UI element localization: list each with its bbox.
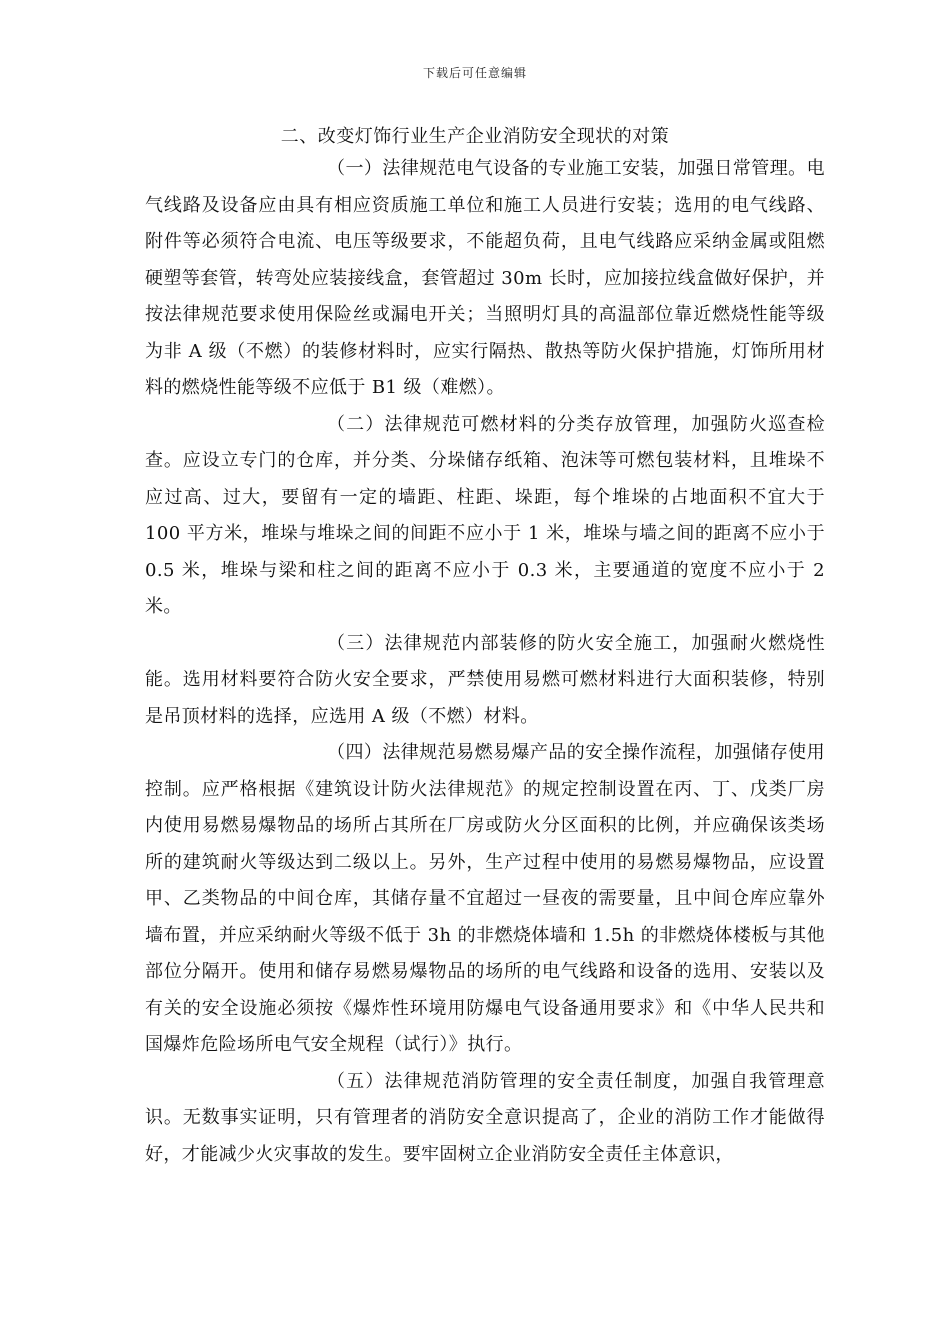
document-body [145,151,825,1173]
paragraph-3: （三）法律规范内部装修的防火安全施工，加强耐火燃烧性能。选用材料要符合防火安全要求，严禁使用易燃可燃材料进行大面积装修，特别是吊顶材料的选择，应选用 A 级（不燃）材料。 [145,632,825,727]
page-header: 下载后可任意编辑 [422,66,527,80]
paragraph-4: （四）法律规范易燃易爆产品的安全操作流程，加强储存使用控制。应严格根据《建筑设计防火法律规范》的规定控制设置在丙、丁、戊类厂房内使用易燃易爆物品的场所占其所在厂房或防火分区面积的比例，并应确保该类场所的建筑耐火等级达到二级以上。另外，生产过程中使用的易燃易爆物品，应设置甲、乙类物品的中间仓库，其储存量不宜超过一昼夜的需要量，且中间仓库应靠外墙布置，并应采纳耐火等级不低于 3h 的非燃烧体墙和 1.5h 的非燃烧体楼板与其他部位分隔开。使用和储存易燃易爆物品的场所的电气线路和设备的选用、安装以及有关的安全设施必须按《爆炸性环境用防爆电气设备通用要求》和《中华人民共和国爆炸危险场所电气安全规程（试行）》执行。 [145,742,825,1055]
document-title: 二、改变灯饰行业生产企业消防安全现状的对策 [280,126,670,147]
paragraph-2: （二）法律规范可燃材料的分类存放管理，加强防火巡查检查。应设立专门的仓库，并分类、分垛储存纸箱、泡沫等可燃包装材料，且堆垛不应过高、过大，要留有一定的墙距、柱距、垛距，每个堆垛的占地面积不宜大于 100 平方米，堆垛与堆垛之间的间距不应小于 1 米，堆垛与墙之间的距离不应小于 0.5 米，堆垛与梁和柱之间的距离不应小于 0.3 米，主要通道的宽度不应小于 2 米。 [145,413,825,617]
paragraph-5: （五）法律规范消防管理的安全责任制度，加强自我管理意识。无数事实证明，只有管理者的消防安全意识提高了，企业的消防工作才能做得好，才能减少火灾事故的发生。要牢固树立企业消防安全责任主体意识， [145,1070,825,1165]
paragraph-1: （一）法律规范电气设备的专业施工安装，加强日常管理。电气线路及设备应由具有相应资质施工单位和施工人员进行安装；选用的电气线路、附件等必须符合电流、电压等级要求，不能超负荷，且电气线路应采纳金属或阻燃硬塑等套管，转弯处应装接线盒，套管超过 30m 长时，应加接拉线盒做好保护，并按法律规范要求使用保险丝或漏电开关；当照明灯具的高温部位靠近燃烧性能等级为非 A 级（不燃）的装修材料时，应实行隔热、散热等防火保护措施，灯饰所用材料的燃烧性能等级不应低于 B1 级（难燃）。 [145,158,825,398]
